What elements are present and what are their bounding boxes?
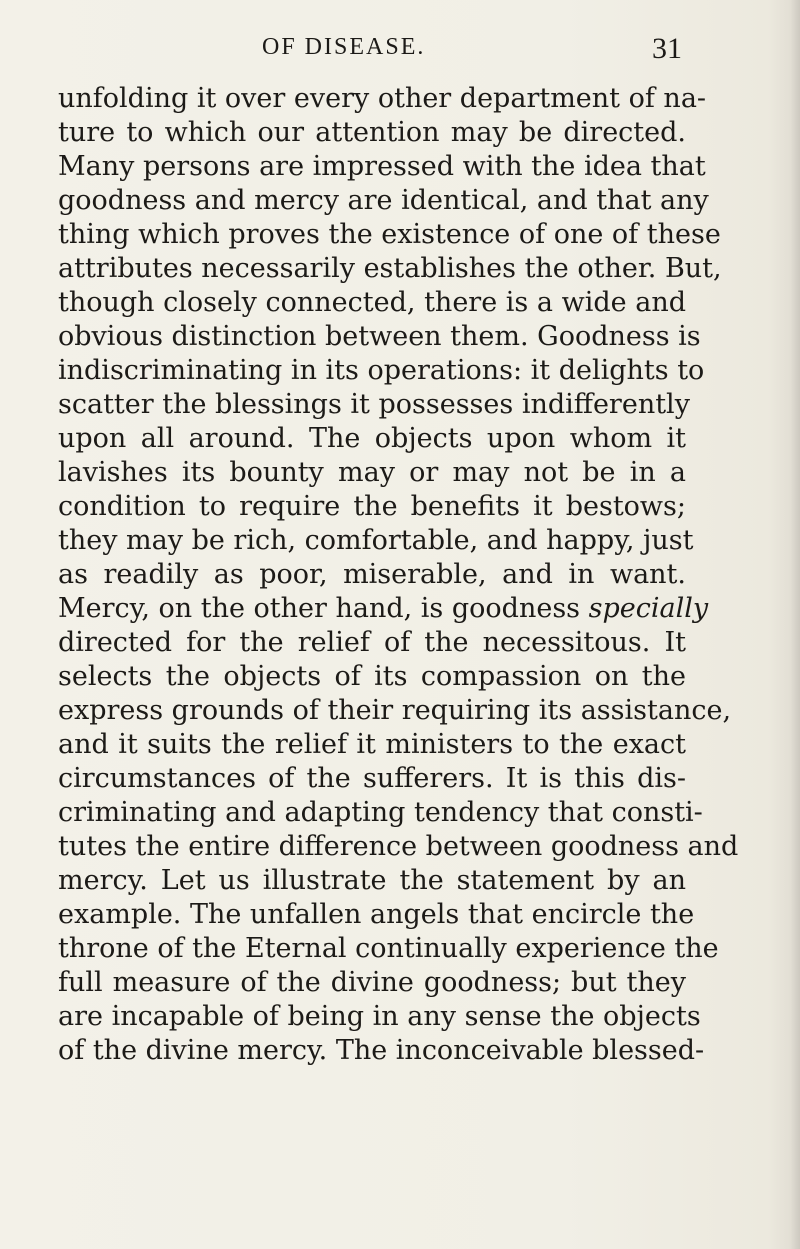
text-line: they may be rich, comfortable, and happy, just: [58, 525, 694, 556]
text-line: as readily as poor, miserable, and in want.: [58, 559, 686, 590]
page-header: [110, 34, 682, 74]
body-paragraph: [58, 82, 739, 1068]
text-line: attributes necessarily establishes the other. But,: [58, 253, 722, 284]
text-line-with-italic: [58, 592, 709, 626]
italic-word: specially: [588, 593, 709, 624]
text-line: goodness and mercy are identical, and that any: [58, 185, 709, 216]
text-line: criminating and adapting tendency that consti-: [58, 797, 703, 828]
text-line: directed for the relief of the necessitous. It: [58, 627, 686, 658]
text-line: selects the objects of its compassion on the: [58, 661, 686, 692]
text-line: mercy. Let us illustrate the statement by an: [58, 865, 686, 896]
text-line: indiscriminating in its operations: it delights to: [58, 355, 705, 386]
text-line: express grounds of their requiring its assistance,: [58, 695, 732, 726]
text-line: upon all around. The objects upon whom it: [58, 423, 686, 454]
text-line: condition to require the benefits it bestows;: [58, 491, 686, 522]
text-line: thing which proves the existence of one of these: [58, 219, 721, 250]
running-head: OF DISEASE.: [262, 34, 426, 60]
text-line: are incapable of being in any sense the objects: [58, 1001, 701, 1032]
text-line: scatter the blessings it possesses indifferently: [58, 389, 690, 420]
text-line: though closely connected, there is a wide and: [58, 287, 686, 318]
text-line-part: Mercy, on the other hand, is goodness: [58, 593, 581, 624]
text-line: and it suits the relief it ministers to the exact: [58, 729, 686, 760]
page-number: 31: [652, 32, 682, 65]
text-line: obvious distinction between them. Goodness is: [58, 321, 701, 352]
text-line: circumstances of the sufferers. It is this dis-: [58, 763, 686, 794]
text-line: example. The unfallen angels that encircle the: [58, 899, 695, 930]
text-line: of the divine mercy. The inconceivable blessed-: [58, 1035, 705, 1066]
text-line: Many persons are impressed with the idea that: [58, 151, 706, 182]
text-line: full measure of the divine goodness; but they: [58, 967, 686, 998]
text-line: lavishes its bounty may or may not be in a: [58, 457, 686, 488]
page-edge-shadow: [790, 0, 800, 1249]
text-line: throne of the Eternal continually experience the: [58, 933, 719, 964]
text-line: ture to which our attention may be directed.: [58, 117, 686, 148]
text-line: tutes the entire difference between goodness and: [58, 831, 739, 862]
text-line: unfolding it over every other department of na-: [58, 83, 707, 114]
